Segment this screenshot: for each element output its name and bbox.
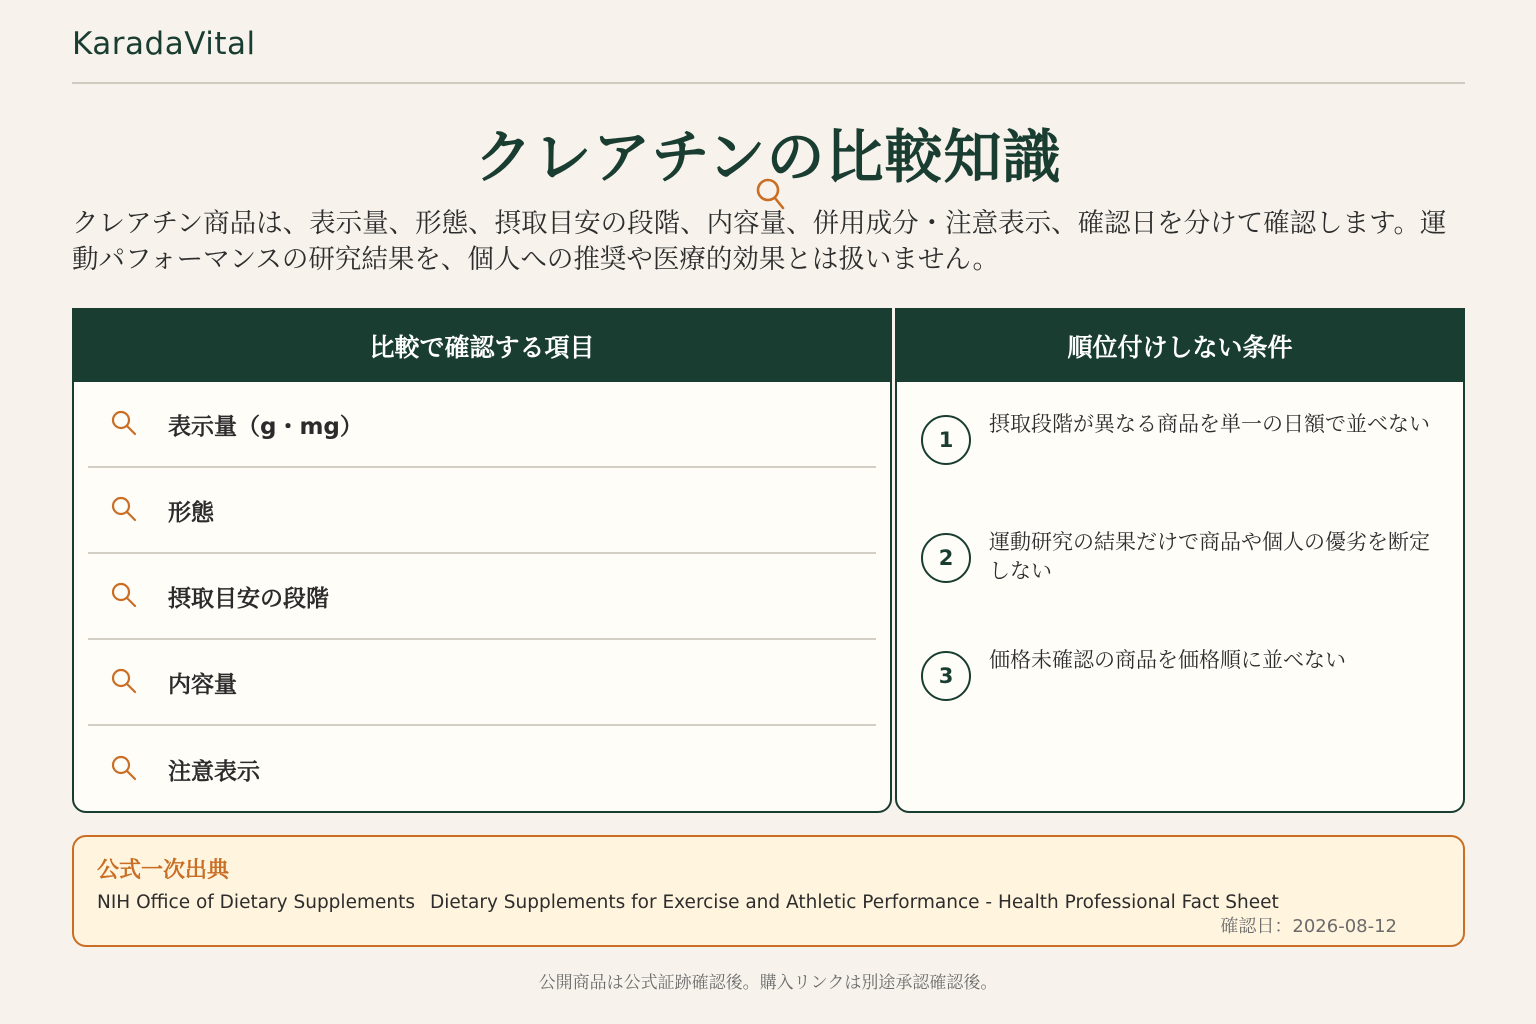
list-item-label: 注意表示: [168, 758, 260, 785]
page-title: クレアチンの比較知識: [474, 123, 1062, 191]
magnifier-icon: [110, 409, 140, 439]
source-checked-date: 確認日：2026-08-12: [1220, 916, 1397, 937]
list-item: [88, 468, 876, 554]
compare-items-list: [74, 382, 890, 812]
compare-items-panel: [72, 308, 892, 813]
rule-text: 価格未確認の商品を価格順に並べない: [989, 648, 1346, 672]
no-ranking-panel: [895, 308, 1465, 813]
number-badge: 1: [921, 415, 971, 465]
source-organization: NIH Office of Dietary Supplements: [97, 892, 415, 913]
magnifier-icon: [110, 581, 140, 611]
magnifier-icon: [110, 754, 140, 784]
no-ranking-heading: 順位付けしない条件: [897, 310, 1463, 382]
primary-source-box: [72, 835, 1465, 947]
magnifier-icon: [110, 495, 140, 525]
list-item-label: 摂取目安の段階: [168, 585, 329, 612]
list-item-label: 表示量（g・mg）: [168, 413, 363, 440]
source-document-link[interactable]: Dietary Supplements for Exercise and Athletic Performance - Health Professional Fact Sheet: [430, 892, 1279, 913]
rule-text: 摂取段階が異なる商品を単一の日額で並べない: [989, 412, 1430, 436]
list-item-label: 形態: [168, 499, 214, 526]
number-badge: 3: [921, 651, 971, 701]
footer-note: 公開商品は公式証跡確認後。購入リンクは別途承認確認後。: [538, 973, 998, 993]
list-item: [88, 382, 876, 468]
header-divider: [72, 82, 1465, 84]
number-badge: 2: [921, 533, 971, 583]
rule-text: 運動研究の結果だけで商品や個人の優劣を断定しない: [989, 530, 1430, 583]
list-item: [921, 410, 1441, 528]
intro-text: クレアチン商品は、表示量、形態、摂取目安の段階、内容量、併用成分・注意表示、確認日を分けて確認します。運動パフォーマンスの研究結果を、個人への推奨や医療的効果とは扱いません。: [72, 208, 1447, 275]
brand-logo[interactable]: KaradaVital: [72, 26, 256, 62]
list-item-label: 内容量: [168, 671, 237, 698]
source-heading: 公式一次出典: [97, 858, 230, 883]
list-item: [921, 646, 1441, 764]
list-item: [88, 640, 876, 726]
list-item: [921, 528, 1441, 646]
list-item: [88, 726, 876, 812]
no-ranking-list: [897, 382, 1463, 764]
magnifier-icon: [110, 667, 140, 697]
list-item: [88, 554, 876, 640]
compare-items-heading: 比較で確認する項目: [74, 310, 890, 382]
